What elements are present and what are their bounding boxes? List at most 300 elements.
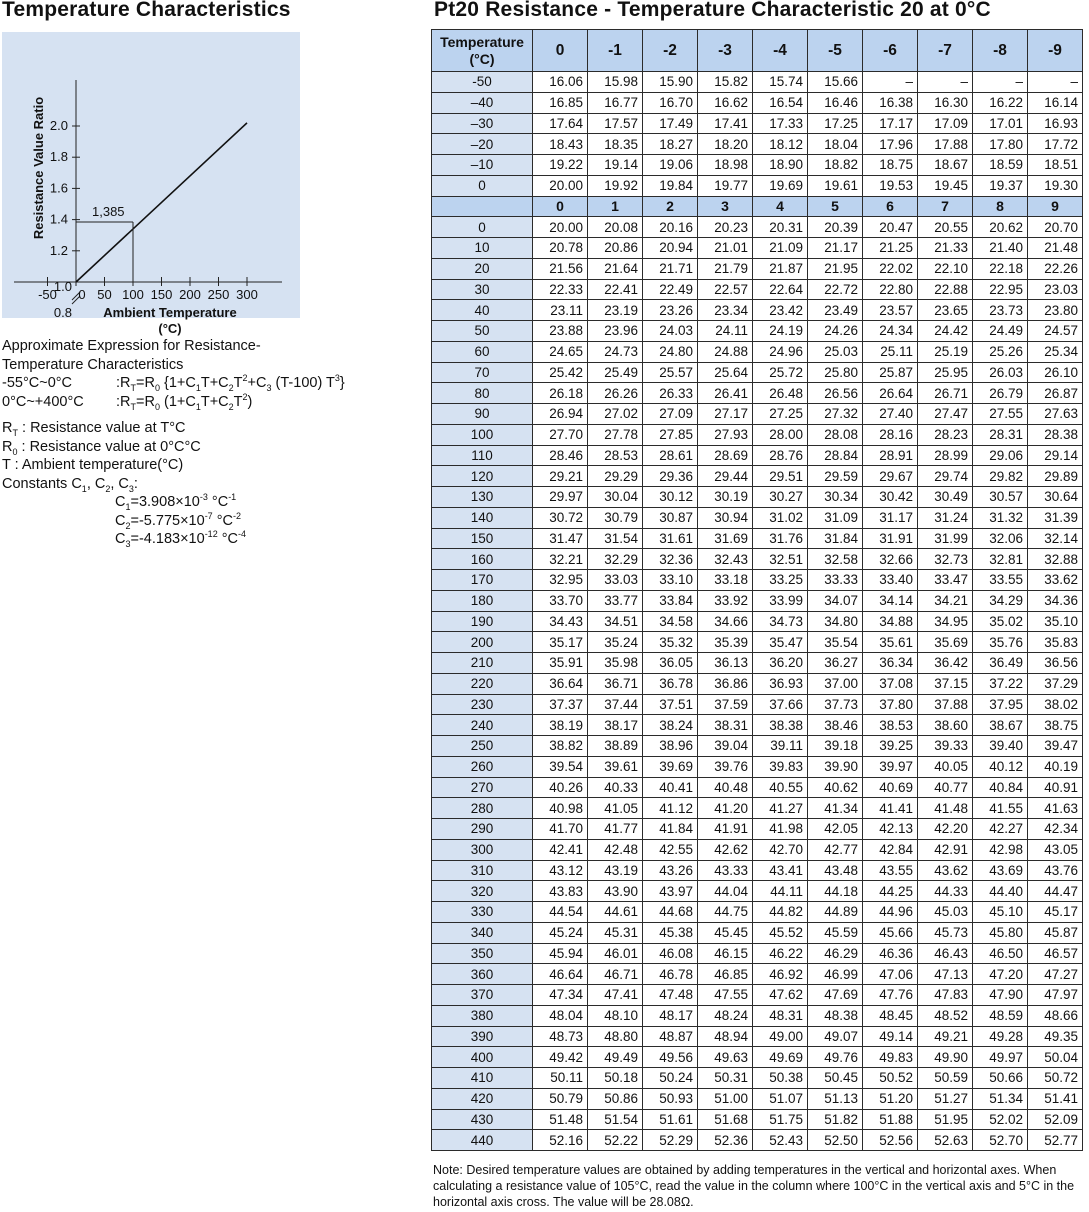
resistance-cell: 35.47 xyxy=(753,632,808,653)
resistance-cell: 31.84 xyxy=(808,528,863,549)
resistance-cell: 33.70 xyxy=(533,590,588,611)
resistance-cell: 22.57 xyxy=(698,279,753,300)
resistance-cell: 34.88 xyxy=(863,611,918,632)
resistance-cell: 47.20 xyxy=(973,964,1028,985)
resistance-cell: 22.95 xyxy=(973,279,1028,300)
column-header: 6 xyxy=(863,196,918,217)
range-negative: -55°C~0°C xyxy=(2,375,73,391)
resistance-cell: 41.41 xyxy=(863,798,918,819)
resistance-cell: 47.48 xyxy=(643,985,698,1006)
resistance-cell: 50.59 xyxy=(918,1068,973,1089)
resistance-cell: 52.50 xyxy=(808,1130,863,1151)
resistance-cell: 23.73 xyxy=(973,300,1028,321)
table-title: Pt20 Resistance - Temperature Characteristic 20 at 0°C xyxy=(434,0,991,21)
resistance-cell: 47.76 xyxy=(863,985,918,1006)
resistance-cell: 43.12 xyxy=(533,860,588,881)
row-temperature: 370 xyxy=(432,985,533,1006)
resistance-cell: 43.69 xyxy=(973,860,1028,881)
resistance-cell: 47.13 xyxy=(918,964,973,985)
positive-column-header-row xyxy=(432,196,1083,217)
resistance-cell: 20.86 xyxy=(588,238,643,259)
resistance-cell: 35.39 xyxy=(698,632,753,653)
table-row xyxy=(432,279,1083,300)
resistance-cell: 48.24 xyxy=(698,1005,753,1026)
left-section-title: Temperature Characteristics xyxy=(2,0,291,21)
resistance-cell: 37.95 xyxy=(973,694,1028,715)
resistance-cell: 29.14 xyxy=(1028,445,1083,466)
table-row xyxy=(432,1088,1083,1109)
table-row xyxy=(432,943,1083,964)
resistance-cell: 38.19 xyxy=(533,715,588,736)
resistance-cell: 44.89 xyxy=(808,902,863,923)
resistance-cell: 18.90 xyxy=(753,155,808,176)
resistance-cell: 36.34 xyxy=(863,653,918,674)
table-row xyxy=(432,549,1083,570)
resistance-cell: 17.96 xyxy=(863,134,918,155)
resistance-cell: 17.57 xyxy=(588,113,643,134)
resistance-cell: 47.62 xyxy=(753,985,808,1006)
resistance-cell: 23.03 xyxy=(1028,279,1083,300)
column-header: 9 xyxy=(1028,196,1083,217)
resistance-cell: 38.17 xyxy=(588,715,643,736)
resistance-cell: 29.89 xyxy=(1028,466,1083,487)
resistance-cell: 49.42 xyxy=(533,1047,588,1068)
resistance-cell: 49.35 xyxy=(1028,1026,1083,1047)
resistance-cell: 33.55 xyxy=(973,570,1028,591)
resistance-cell: 22.72 xyxy=(808,279,863,300)
expression-line-positive xyxy=(2,393,422,412)
resistance-cell: 21.79 xyxy=(698,258,753,279)
table-row xyxy=(432,777,1083,798)
resistance-cell: 51.20 xyxy=(863,1088,918,1109)
resistance-cell: 43.55 xyxy=(863,860,918,881)
resistance-cell: 35.98 xyxy=(588,653,643,674)
resistance-cell: 32.43 xyxy=(698,549,753,570)
resistance-cell: 51.88 xyxy=(863,1109,918,1130)
row-temperature: 160 xyxy=(432,549,533,570)
resistance-cell: 27.63 xyxy=(1028,404,1083,425)
resistance-cell: 27.85 xyxy=(643,424,698,445)
table-row xyxy=(432,300,1083,321)
column-header: -5 xyxy=(808,30,863,72)
resistance-cell: 40.12 xyxy=(973,756,1028,777)
resistance-cell: 24.42 xyxy=(918,321,973,342)
row-temperature: 400 xyxy=(432,1047,533,1068)
resistance-cell: – xyxy=(863,72,918,93)
resistance-cell: 50.38 xyxy=(753,1068,808,1089)
resistance-cell: 50.45 xyxy=(808,1068,863,1089)
resistance-cell: 45.94 xyxy=(533,943,588,964)
resistance-cell: 51.41 xyxy=(1028,1088,1083,1109)
resistance-cell: 25.19 xyxy=(918,341,973,362)
resistance-cell: 39.83 xyxy=(753,756,808,777)
resistance-cell: 32.51 xyxy=(753,549,808,570)
resistance-cell: 20.62 xyxy=(973,217,1028,238)
resistance-cell: 44.04 xyxy=(698,881,753,902)
resistance-cell: 27.47 xyxy=(918,404,973,425)
resistance-cell: 41.34 xyxy=(808,798,863,819)
resistance-cell: 45.52 xyxy=(753,922,808,943)
resistance-cell: 24.57 xyxy=(1028,321,1083,342)
resistance-cell: 39.33 xyxy=(918,736,973,757)
resistance-cell: 28.53 xyxy=(588,445,643,466)
resistance-cell: 45.17 xyxy=(1028,902,1083,923)
resistance-cell: 46.50 xyxy=(973,943,1028,964)
resistance-cell: 39.76 xyxy=(698,756,753,777)
resistance-cell: 33.03 xyxy=(588,570,643,591)
resistance-cell: 36.49 xyxy=(973,653,1028,674)
resistance-cell: – xyxy=(918,72,973,93)
resistance-cell: 20.55 xyxy=(918,217,973,238)
resistance-cell: 33.62 xyxy=(1028,570,1083,591)
resistance-cell: 41.70 xyxy=(533,819,588,840)
resistance-cell: 41.84 xyxy=(643,819,698,840)
resistance-cell: 51.48 xyxy=(533,1109,588,1130)
resistance-cell: 34.21 xyxy=(918,590,973,611)
resistance-cell: 33.77 xyxy=(588,590,643,611)
resistance-cell: 22.64 xyxy=(753,279,808,300)
resistance-cell: 50.72 xyxy=(1028,1068,1083,1089)
resistance-cell: 32.73 xyxy=(918,549,973,570)
resistance-cell: 38.82 xyxy=(533,736,588,757)
approximate-expression-block xyxy=(2,337,422,549)
resistance-cell: 45.45 xyxy=(698,922,753,943)
y-tick-label: 1.4 xyxy=(49,211,68,227)
resistance-cell: 46.64 xyxy=(533,964,588,985)
resistance-cell: 19.22 xyxy=(533,155,588,176)
resistance-cell: 46.29 xyxy=(808,943,863,964)
resistance-cell: 33.10 xyxy=(643,570,698,591)
resistance-cell: 52.16 xyxy=(533,1130,588,1151)
resistance-cell: 18.35 xyxy=(588,134,643,155)
row-temperature: –20 xyxy=(432,134,533,155)
resistance-cell: 31.61 xyxy=(643,528,698,549)
resistance-cell: 45.24 xyxy=(533,922,588,943)
resistance-cell: 36.27 xyxy=(808,653,863,674)
resistance-cell: 37.00 xyxy=(808,673,863,694)
resistance-cell: 25.87 xyxy=(863,362,918,383)
resistance-cell: 23.42 xyxy=(753,300,808,321)
resistance-cell: 20.16 xyxy=(643,217,698,238)
table-row xyxy=(432,155,1083,176)
row-temperature: 430 xyxy=(432,1109,533,1130)
resistance-cell: 41.77 xyxy=(588,819,643,840)
row-temperature: 260 xyxy=(432,756,533,777)
table-row xyxy=(432,881,1083,902)
resistance-cell: 39.97 xyxy=(863,756,918,777)
table-row xyxy=(432,341,1083,362)
resistance-cell: 42.34 xyxy=(1028,819,1083,840)
row-temperature: 240 xyxy=(432,715,533,736)
resistance-cell: 20.39 xyxy=(808,217,863,238)
row-temperature: 340 xyxy=(432,922,533,943)
table-row xyxy=(432,404,1083,425)
resistance-cell: 47.55 xyxy=(698,985,753,1006)
table-row xyxy=(432,362,1083,383)
resistance-cell: 41.48 xyxy=(918,798,973,819)
resistance-cell: 27.17 xyxy=(698,404,753,425)
resistance-cell: 48.45 xyxy=(863,1005,918,1026)
resistance-cell: 25.49 xyxy=(588,362,643,383)
column-header: 0 xyxy=(533,30,588,72)
resistance-cell: 31.69 xyxy=(698,528,753,549)
y-tick-label: 1.0 xyxy=(53,279,72,294)
resistance-cell: 48.04 xyxy=(533,1005,588,1026)
resistance-cell: 30.72 xyxy=(533,507,588,528)
resistance-cell: 17.64 xyxy=(533,113,588,134)
resistance-cell: 40.98 xyxy=(533,798,588,819)
resistance-cell: 40.77 xyxy=(918,777,973,798)
resistance-cell: 50.04 xyxy=(1028,1047,1083,1068)
table-row xyxy=(432,487,1083,508)
resistance-cell: 28.31 xyxy=(973,424,1028,445)
row-temperature: 0 xyxy=(432,175,533,196)
resistance-cell: 37.22 xyxy=(973,673,1028,694)
row-temperature: 350 xyxy=(432,943,533,964)
blank-header-cell xyxy=(432,196,533,217)
row-temperature: 440 xyxy=(432,1130,533,1151)
resistance-cell: 42.62 xyxy=(698,839,753,860)
row-temperature: 330 xyxy=(432,902,533,923)
resistance-cell: 39.54 xyxy=(533,756,588,777)
resistance-cell: 25.26 xyxy=(973,341,1028,362)
table-row xyxy=(432,113,1083,134)
resistance-cell: 49.69 xyxy=(753,1047,808,1068)
resistance-cell: 16.30 xyxy=(918,92,973,113)
resistance-cell: 38.89 xyxy=(588,736,643,757)
row-temperature: 300 xyxy=(432,839,533,860)
table-row xyxy=(432,1005,1083,1026)
resistance-cell: 32.58 xyxy=(808,549,863,570)
column-header: -2 xyxy=(643,30,698,72)
resistance-cell: 46.08 xyxy=(643,943,698,964)
resistance-cell: 48.17 xyxy=(643,1005,698,1026)
resistance-cell: 41.63 xyxy=(1028,798,1083,819)
resistance-cell: 23.88 xyxy=(533,321,588,342)
resistance-cell: 47.97 xyxy=(1028,985,1083,1006)
column-header: -7 xyxy=(918,30,973,72)
resistance-cell: 28.08 xyxy=(808,424,863,445)
t-definition: T : Ambient temperature(°C) xyxy=(2,457,184,473)
resistance-cell: 37.44 xyxy=(588,694,643,715)
resistance-cell: 17.88 xyxy=(918,134,973,155)
resistance-cell: 28.16 xyxy=(863,424,918,445)
resistance-cell: 19.69 xyxy=(753,175,808,196)
resistance-cell: 31.09 xyxy=(808,507,863,528)
expression-heading: Approximate Expression for Resistance- Temperature Characteristics xyxy=(2,338,261,373)
table-row xyxy=(432,238,1083,259)
resistance-cell: 46.85 xyxy=(698,964,753,985)
resistance-cell: 51.34 xyxy=(973,1088,1028,1109)
resistance-cell: 34.51 xyxy=(588,611,643,632)
resistance-cell: 36.05 xyxy=(643,653,698,674)
resistance-cell: 32.95 xyxy=(533,570,588,591)
resistance-cell: 34.43 xyxy=(533,611,588,632)
resistance-cell: 22.26 xyxy=(1028,258,1083,279)
row-temperature: 290 xyxy=(432,819,533,840)
resistance-cell: 38.31 xyxy=(698,715,753,736)
resistance-cell: 51.68 xyxy=(698,1109,753,1130)
resistance-cell: 48.73 xyxy=(533,1026,588,1047)
resistance-cell: 23.34 xyxy=(698,300,753,321)
resistance-cell: 37.59 xyxy=(698,694,753,715)
resistance-cell: 16.22 xyxy=(973,92,1028,113)
resistance-cell: 42.77 xyxy=(808,839,863,860)
resistance-cell: 49.56 xyxy=(643,1047,698,1068)
resistance-cell: 16.54 xyxy=(753,92,808,113)
resistance-cell: 52.22 xyxy=(588,1130,643,1151)
resistance-cell: 38.67 xyxy=(973,715,1028,736)
table-row xyxy=(432,902,1083,923)
resistance-cell: 43.05 xyxy=(1028,839,1083,860)
resistance-cell: 45.80 xyxy=(973,922,1028,943)
resistance-cell: 35.69 xyxy=(918,632,973,653)
resistance-cell: 23.96 xyxy=(588,321,643,342)
resistance-cell: 52.36 xyxy=(698,1130,753,1151)
resistance-cell: 40.41 xyxy=(643,777,698,798)
resistance-cell: 40.26 xyxy=(533,777,588,798)
resistance-cell: 35.10 xyxy=(1028,611,1083,632)
resistance-cell: 21.17 xyxy=(808,238,863,259)
resistance-cell: 51.61 xyxy=(643,1109,698,1130)
resistance-cell: 48.94 xyxy=(698,1026,753,1047)
resistance-cell: 31.02 xyxy=(753,507,808,528)
row-temperature: 100 xyxy=(432,424,533,445)
resistance-cell: 17.01 xyxy=(973,113,1028,134)
resistance-cell: 43.41 xyxy=(753,860,808,881)
resistance-cell: 49.00 xyxy=(753,1026,808,1047)
resistance-cell: 27.40 xyxy=(863,404,918,425)
resistance-cell: 33.47 xyxy=(918,570,973,591)
resistance-cell: 31.24 xyxy=(918,507,973,528)
resistance-cell: 41.98 xyxy=(753,819,808,840)
row-temperature: 190 xyxy=(432,611,533,632)
resistance-cell: 22.33 xyxy=(533,279,588,300)
row-temperature: 50 xyxy=(432,321,533,342)
resistance-cell: 45.31 xyxy=(588,922,643,943)
formula-positive: $:R_T=R_0$ $(1+C_1T+C_2T^2)$ xyxy=(116,391,253,412)
y-tick-label: 1.6 xyxy=(49,180,68,196)
resistance-cell: 38.75 xyxy=(1028,715,1083,736)
row-temperature: –10 xyxy=(432,155,533,176)
resistance-cell: 29.29 xyxy=(588,466,643,487)
constant-c2: $C_2=-5.775\times 10^{-7}$ $^\circ C^{-2}$ xyxy=(115,510,242,531)
resistance-cell: 23.65 xyxy=(918,300,973,321)
column-header: 0 xyxy=(533,196,588,217)
table-row xyxy=(432,321,1083,342)
resistance-cell: 27.09 xyxy=(643,404,698,425)
resistance-cell: 34.73 xyxy=(753,611,808,632)
resistance-cell: 23.11 xyxy=(533,300,588,321)
resistance-cell: 30.19 xyxy=(698,487,753,508)
table-header-row xyxy=(432,30,1083,72)
column-header: 4 xyxy=(753,196,808,217)
resistance-cell: 15.90 xyxy=(643,72,698,93)
table-row xyxy=(432,1130,1083,1151)
resistance-cell: 44.96 xyxy=(863,902,918,923)
table-row xyxy=(432,985,1083,1006)
resistance-cell: 29.97 xyxy=(533,487,588,508)
resistance-cell: 17.33 xyxy=(753,113,808,134)
resistance-cell: 44.25 xyxy=(863,881,918,902)
table-row xyxy=(432,860,1083,881)
resistance-cell: 19.45 xyxy=(918,175,973,196)
x-tick-label: 200 xyxy=(179,287,201,302)
resistance-table xyxy=(431,29,1083,1151)
resistance-cell: 49.83 xyxy=(863,1047,918,1068)
resistance-cell: 28.23 xyxy=(918,424,973,445)
table-row xyxy=(432,673,1083,694)
table-row xyxy=(432,72,1083,93)
resistance-cell: 35.24 xyxy=(588,632,643,653)
resistance-cell: 47.69 xyxy=(808,985,863,1006)
row-temperature: 390 xyxy=(432,1026,533,1047)
resistance-cell: 33.92 xyxy=(698,590,753,611)
x-tick-label: 300 xyxy=(236,287,258,302)
resistance-cell: 42.91 xyxy=(918,839,973,860)
column-header: -8 xyxy=(973,30,1028,72)
resistance-cell: 29.74 xyxy=(918,466,973,487)
resistance-cell: 43.62 xyxy=(918,860,973,881)
row-temperature: 210 xyxy=(432,653,533,674)
resistance-cell: 46.36 xyxy=(863,943,918,964)
resistance-cell: 52.09 xyxy=(1028,1109,1083,1130)
row-temperature: 140 xyxy=(432,507,533,528)
resistance-cell: 35.91 xyxy=(533,653,588,674)
resistance-cell: 40.33 xyxy=(588,777,643,798)
resistance-cell: 24.80 xyxy=(643,341,698,362)
row-temperature: 310 xyxy=(432,860,533,881)
resistance-cell: 39.40 xyxy=(973,736,1028,757)
resistance-cell: 39.04 xyxy=(698,736,753,757)
resistance-cell: 36.42 xyxy=(918,653,973,674)
resistance-cell: 34.07 xyxy=(808,590,863,611)
table-row xyxy=(432,1109,1083,1130)
resistance-cell: 30.42 xyxy=(863,487,918,508)
resistance-cell: 41.55 xyxy=(973,798,1028,819)
table-row xyxy=(432,570,1083,591)
resistance-cell: 41.05 xyxy=(588,798,643,819)
resistance-cell: 26.64 xyxy=(863,383,918,404)
resistance-cell: 39.61 xyxy=(588,756,643,777)
table-row xyxy=(432,258,1083,279)
resistance-cell: 46.01 xyxy=(588,943,643,964)
resistance-cell: 21.01 xyxy=(698,238,753,259)
resistance-cell: 50.11 xyxy=(533,1068,588,1089)
resistance-cell: 26.56 xyxy=(808,383,863,404)
resistance-cell: 27.02 xyxy=(588,404,643,425)
resistance-cell: 31.91 xyxy=(863,528,918,549)
resistance-cell: 22.88 xyxy=(918,279,973,300)
resistance-cell: 37.37 xyxy=(533,694,588,715)
resistance-cell: 28.46 xyxy=(533,445,588,466)
resistance-cell: 37.29 xyxy=(1028,673,1083,694)
resistance-cell: 21.56 xyxy=(533,258,588,279)
resistance-cell: 20.00 xyxy=(533,217,588,238)
resistance-cell: 42.84 xyxy=(863,839,918,860)
resistance-cell: 28.99 xyxy=(918,445,973,466)
resistance-cell: 20.00 xyxy=(533,175,588,196)
constant-c1: $C_1=3.908\times 10^{-3}$ $^\circ C^{-1}$ xyxy=(115,492,237,512)
resistance-cell: 42.13 xyxy=(863,819,918,840)
resistance-cell: 20.47 xyxy=(863,217,918,238)
resistance-cell: 17.25 xyxy=(808,113,863,134)
resistance-cell: 28.61 xyxy=(643,445,698,466)
resistance-cell: 45.03 xyxy=(918,902,973,923)
resistance-cell: 30.04 xyxy=(588,487,643,508)
resistance-cell: 31.76 xyxy=(753,528,808,549)
table-row xyxy=(432,653,1083,674)
